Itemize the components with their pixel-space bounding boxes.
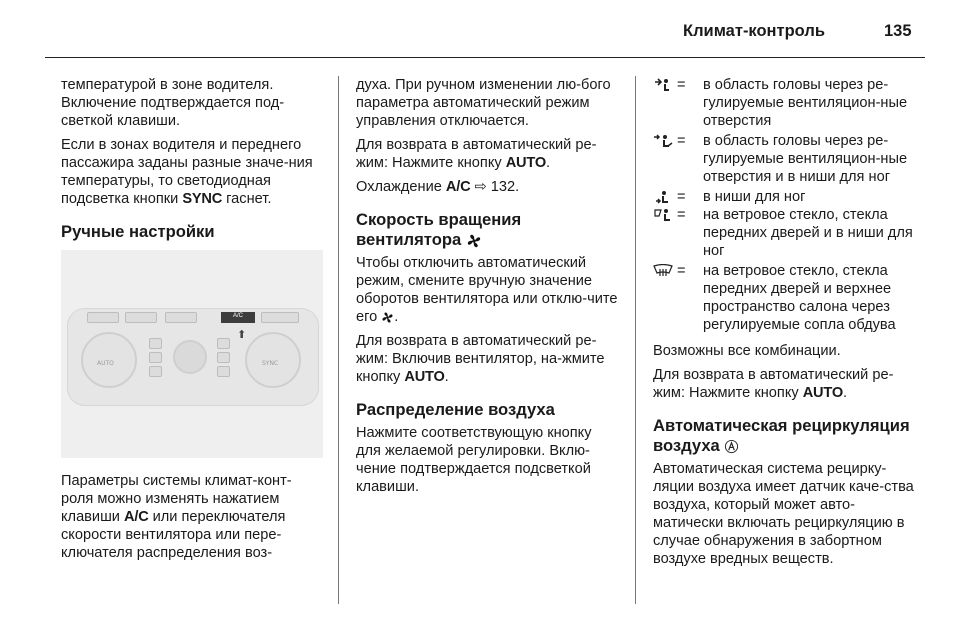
distribution-button bbox=[217, 338, 230, 349]
vent-head-icon bbox=[653, 78, 671, 92]
paragraph-combinations: Возможны все комбинации. bbox=[653, 343, 841, 359]
legend-row: = на ветровое стекло, стекла передних дверей и в ниши для ног bbox=[653, 206, 923, 260]
paragraph-fan-off: Чтобы отключить автоматический режим, смените вручную значение оборотов вентилятора или отклю-чите его . bbox=[356, 255, 618, 325]
paragraph-manual: Параметры системы климат-конт-роля можно изменять нажатием клавиши A/C или переключателя скорости вентилятора или пере-ключателя распределения воз- bbox=[61, 473, 292, 561]
legend-text: на ветровое стекло, стекла передних дверей и верхнее пространство салона через регулируемые сопла обдува bbox=[703, 263, 896, 333]
defrost-icon bbox=[653, 264, 673, 278]
heading-manual-settings: Ручные настройки bbox=[61, 222, 215, 241]
heading-fan-speed: Скорость вращения вентилятора bbox=[356, 210, 522, 249]
fan-icon bbox=[381, 311, 394, 324]
distribution-button bbox=[149, 338, 162, 349]
recirculation-auto-icon bbox=[724, 439, 739, 454]
panel-button bbox=[165, 312, 197, 323]
auto-keyword: AUTO bbox=[505, 155, 546, 171]
page-reference: ⇨ 132. bbox=[470, 179, 520, 195]
column-divider-1 bbox=[338, 76, 339, 604]
column-1 bbox=[61, 76, 323, 568]
paragraph-sync: Если в зонах водителя и переднего пассажира заданы разные значе-ния температуры, то светодиодная подсветка кнопки SYNC гаснет. bbox=[61, 137, 313, 207]
climate-panel-image bbox=[61, 250, 323, 458]
paragraph-air-distribution: Нажмите соответствующую кнопку для желаемой регулировки. Вклю-чение подтверждается подсветкой клавиши. bbox=[356, 425, 592, 495]
column-divider-2 bbox=[635, 76, 636, 604]
paragraph-auto-return: Для возврата в автоматический ре-жим: Нажмите кнопку AUTO. bbox=[653, 367, 894, 401]
auto-keyword: AUTO bbox=[802, 385, 843, 401]
ac-keyword: A/C bbox=[445, 179, 471, 195]
distribution-button bbox=[149, 352, 162, 363]
distribution-button bbox=[149, 366, 162, 377]
auto-keyword: AUTO bbox=[404, 369, 445, 385]
vent-head-feet-icon bbox=[653, 134, 673, 148]
legend-row: = в область головы через ре-гулируемые вентиляцион-ные отверстия и в ниши для ног bbox=[653, 132, 923, 186]
legend-text: на ветровое стекло, стекла передних дверей и в ниши для ног bbox=[703, 207, 913, 259]
legend-row: = в область головы через ре-гулируемые вентиляцион-ные отверстия bbox=[653, 76, 923, 130]
legend-text: в область головы через ре-гулируемые вентиляцион-ные отверстия bbox=[703, 77, 908, 129]
column-3 bbox=[653, 76, 923, 574]
distribution-button bbox=[217, 366, 230, 377]
paragraph-cooling: Охлаждение A/C ⇨ 132. bbox=[356, 179, 520, 195]
page-header-title: Климат-контроль bbox=[683, 22, 825, 40]
column-2 bbox=[356, 76, 618, 502]
legend-row: = в ниши для ног bbox=[653, 188, 923, 206]
panel-button bbox=[125, 312, 157, 323]
legend-text: в область головы через ре-гулируемые вентиляцион-ные отверстия и в ниши для ног bbox=[703, 133, 908, 185]
fan-icon bbox=[466, 233, 482, 249]
right-dial-label: SYNC bbox=[262, 360, 279, 367]
arrow-up-icon: ⬆ bbox=[237, 329, 247, 341]
paragraph-auto-return: Для возврата в автоматический ре-жим: Нажмите кнопку AUTO. bbox=[356, 137, 597, 171]
page-number: 135 bbox=[884, 22, 912, 40]
ac-button: A/C bbox=[221, 312, 255, 323]
left-dial-label: AUTO bbox=[97, 360, 114, 367]
heading-air-distribution: Распределение воздуха bbox=[356, 400, 555, 419]
windscreen-feet-icon bbox=[653, 208, 673, 222]
panel-button bbox=[261, 312, 299, 323]
vent-feet-icon bbox=[653, 190, 671, 204]
paragraph-1: температурой в зоне водителя. Включение подтверждается под-светкой клавиши. bbox=[61, 77, 285, 129]
legend-row: = на ветровое стекло, стекла передних дверей и верхнее пространство салона через регулируемые сопла обдува bbox=[653, 262, 923, 334]
legend-text: в ниши для ног bbox=[703, 189, 806, 205]
distribution-button bbox=[217, 352, 230, 363]
ac-keyword: A/C bbox=[124, 509, 149, 525]
paragraph-fan-auto: Для возврата в автоматический ре-жим: Включив вентилятор, на-жмите кнопку AUTO. bbox=[356, 333, 605, 385]
paragraph-recirculation: Автоматическая система рецирку-ляции воздуха имеет датчик каче-ства воздуха, который может авто-матически включать рециркуляцию в случае обнаружения в забортном воздухе вредных веществ. bbox=[653, 461, 914, 567]
paragraph-manual-cont: духа. При ручном изменении лю-бого параметра автоматический режим управления отключается. bbox=[356, 77, 611, 129]
fan-dial bbox=[173, 340, 207, 374]
heading-auto-recirculation: Автоматическая рециркуляция воздуха bbox=[653, 416, 910, 455]
header-rule bbox=[45, 57, 925, 58]
sync-keyword: SYNC bbox=[182, 191, 223, 207]
panel-button bbox=[87, 312, 119, 323]
